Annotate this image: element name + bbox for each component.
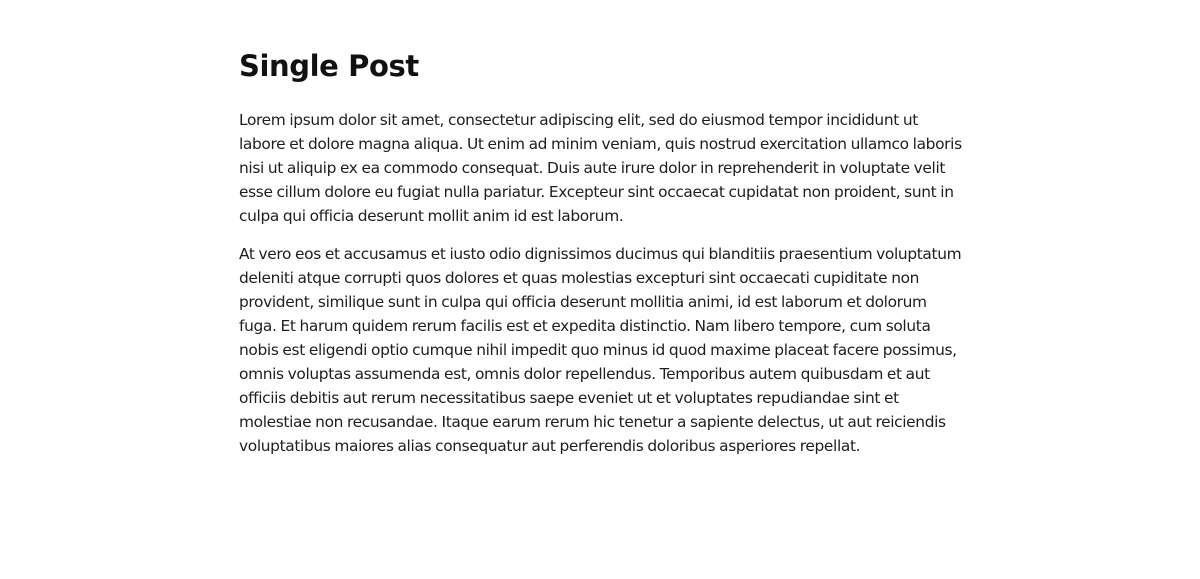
post-paragraph-2: At vero eos et accusamus et iusto odio dignissimos ducimus qui blanditiis praesentium voluptatum deleniti atque corrupti quos dolores et quas molestias excepturi sint occaecati cupiditate non provident, similique sunt in culpa qui officia deserunt mollitia animi, id est laborum et dolorum fuga. Et harum quidem rerum facilis est et expedita distinctio. Nam libero tempore, cum soluta nobis est eligendi optio cumque nihil impedit quo minus id quod maxime placeat facere possimus, omnis voluptas assumenda est, omnis dolor repellendus. Temporibus autem quibusdam et aut officiis debitis aut rerum necessitatibus saepe eveniet ut et voluptates repudiandae sint et molestiae non recusandae. Itaque earum rerum hic tenetur a sapiente delectus, ut aut reiciendis voluptatibus maiores alias consequatur aut perferendis doloribus asperiores repellat. <box>239 245 962 455</box>
post-article <box>239 46 965 472</box>
post-paragraph-1: Lorem ipsum dolor sit amet, consectetur adipiscing elit, sed do eiusmod tempor incididunt ut labore et dolore magna aliqua. Ut enim ad minim veniam, quis nostrud exercitation ullamco laboris nisi ut aliquip ex ea commodo consequat. Duis aute irure dolor in reprehenderit in voluptate velit esse cillum dolore eu fugiat nulla pariatur. Excepteur sint occaecat cupidatat non proident, sunt in culpa qui officia deserunt mollit anim id est laborum. <box>239 111 962 225</box>
page-title: Single Post <box>239 49 419 83</box>
